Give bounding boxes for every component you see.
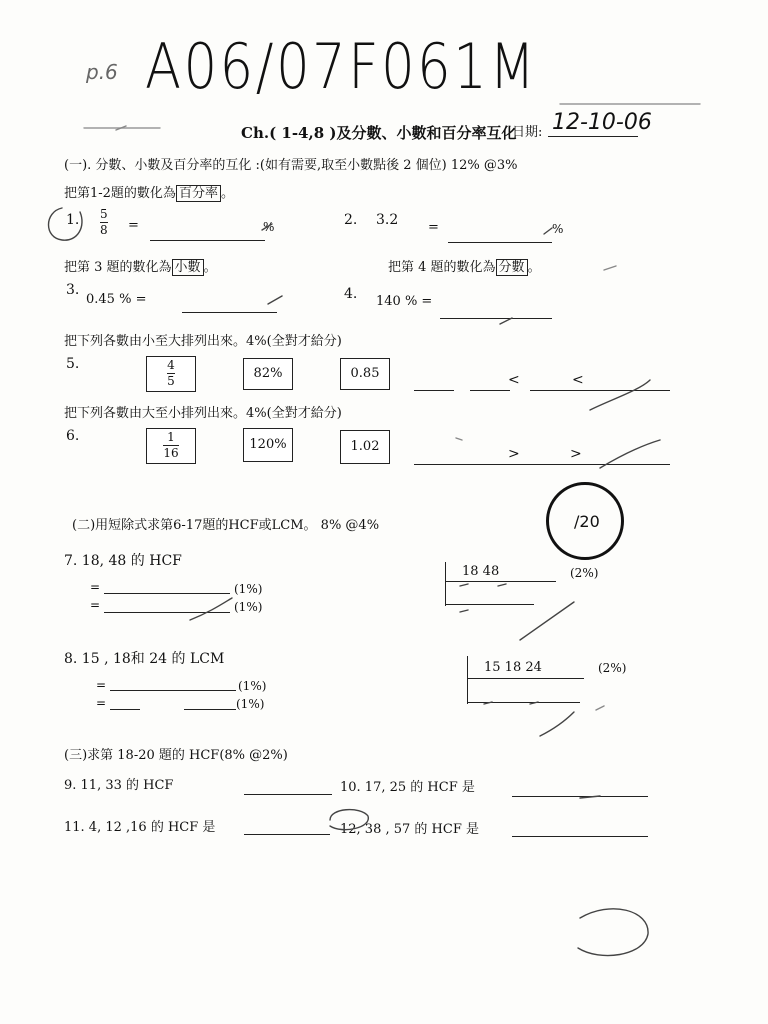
q6-box-fraction: $\frac{1}{16}$ xyxy=(146,428,196,464)
q9-question: 9. 11, 33 的 HCF xyxy=(64,778,174,793)
q1-equals: = xyxy=(128,218,139,233)
q5-answer-line-2[interactable] xyxy=(470,390,510,391)
q6-box-decimal: 1.02 xyxy=(340,430,390,464)
keyword-box-fraction: 分數 xyxy=(496,259,528,276)
page-label-handwritten: p.6 xyxy=(86,60,118,84)
q5-less-than-2: < xyxy=(572,372,584,388)
q7-answer-line-2[interactable] xyxy=(104,612,230,613)
q11-question: 11. 4, 12 ,16 的 HCF 是 xyxy=(64,820,216,835)
instruction-to-percent: 把第1-2題的數化為 百分率 。 xyxy=(64,186,234,201)
section3-title: (三)求第 18-20 題的 HCF(8% @2%) xyxy=(64,748,288,763)
q2-answer-line[interactable] xyxy=(448,242,552,243)
q5-answer-line-3[interactable] xyxy=(530,390,670,391)
q5-answer-line-1[interactable] xyxy=(414,390,454,391)
q2-unit: % xyxy=(552,222,564,236)
q8-division-numbers: 15 18 24 xyxy=(484,660,542,675)
q2-equals: = xyxy=(428,220,439,235)
date-handwritten: 12-10-06 xyxy=(552,110,652,135)
section2-title: (二)用短除式求第6-17題的HCF或LCM。 8% @4% xyxy=(72,518,380,533)
q7-equals-1: = xyxy=(90,580,101,594)
q5-box-decimal: 0.85 xyxy=(340,358,390,390)
q3-number: 3. xyxy=(66,282,80,298)
section1-title: (一). 分數、小數及百分率的互化 :(如有需要,取至小數點後 2 個位) 12% @3% xyxy=(64,158,518,173)
q12-question: 12, 38 , 57 的 HCF 是 xyxy=(340,822,479,837)
instruction-to-fraction: 把第 4 題的數化為 分數 。 xyxy=(388,260,541,275)
q6-number: 6. xyxy=(66,428,80,444)
q7-division-mark: (2%) xyxy=(570,566,599,580)
q2-value: 3.2 xyxy=(376,212,399,228)
q12-answer-line[interactable] xyxy=(512,836,648,837)
q5-box-fraction: $\frac{4}{5}$ xyxy=(146,356,196,392)
q5-number: 5. xyxy=(66,356,80,372)
q10-question: 10. 17, 25 的 HCF 是 xyxy=(340,780,475,795)
document-code-handwritten: A06/07F061M xyxy=(145,30,538,103)
q7-answer-line-1[interactable] xyxy=(104,593,230,594)
date-label: 日期: xyxy=(512,125,543,140)
q8-mark-2: (1%) xyxy=(236,697,265,711)
score-handwritten: /20 xyxy=(574,512,600,531)
q6-box-percent: 120% xyxy=(243,428,293,462)
q3-answer-line[interactable] xyxy=(182,312,277,313)
q7-division-numbers: 18 48 xyxy=(462,564,500,579)
worksheet-subtitle: Ch.( 1-4,8 )及分數、小數和百分率互化 xyxy=(241,124,517,142)
q8-division-mark: (2%) xyxy=(598,661,627,675)
q8-equals-2: = xyxy=(96,696,107,710)
q8-answer-line-2a[interactable] xyxy=(110,709,140,710)
q5-less-than-1: < xyxy=(508,372,520,388)
keyword-box-percent: 百分率 xyxy=(176,185,221,202)
keyword-box-decimal: 小數 xyxy=(172,259,204,276)
q8-answer-line-1[interactable] xyxy=(110,690,236,691)
instruction-to-decimal: 把第 3 題的數化為 小數 。 xyxy=(64,260,217,275)
q8-answer-line-2b[interactable] xyxy=(184,709,236,710)
q7-equals-2: = xyxy=(90,598,101,612)
q2-number: 2. xyxy=(344,212,358,228)
q7-mark-2: (1%) xyxy=(234,600,263,614)
q1-number: 1. xyxy=(66,212,80,228)
q4-answer-line[interactable] xyxy=(440,318,552,319)
q9-answer-line[interactable] xyxy=(244,794,332,795)
q4-value: 140 % = xyxy=(376,294,433,309)
q7-mark-1: (1%) xyxy=(234,582,263,596)
q3-value: 0.45 % = xyxy=(86,292,147,307)
q11-answer-line[interactable] xyxy=(244,834,330,835)
order-ascending-instruction: 把下列各數由小至大排列出來。4%(全對才給分) xyxy=(64,334,342,349)
q1-fraction: $\frac{5}{8}$ xyxy=(100,207,108,238)
q8-mark-1: (1%) xyxy=(238,679,267,693)
q1-unit: % xyxy=(263,220,275,234)
q10-answer-line[interactable] xyxy=(512,796,648,797)
q6-greater-than-1: > xyxy=(508,446,520,462)
q6-greater-than-2: > xyxy=(570,446,582,462)
q1-answer-line[interactable] xyxy=(150,240,265,241)
q8-equals-1: = xyxy=(96,678,107,692)
q8-label: 8. 15 , 18和 24 的 LCM xyxy=(64,651,225,667)
q4-number: 4. xyxy=(344,286,358,302)
order-descending-instruction: 把下列各數由大至小排列出來。4%(全對才給分) xyxy=(64,406,342,421)
q5-box-percent: 82% xyxy=(243,358,293,390)
q7-label: 7. 18, 48 的 HCF xyxy=(64,553,182,569)
q6-answer-line[interactable] xyxy=(414,464,670,465)
